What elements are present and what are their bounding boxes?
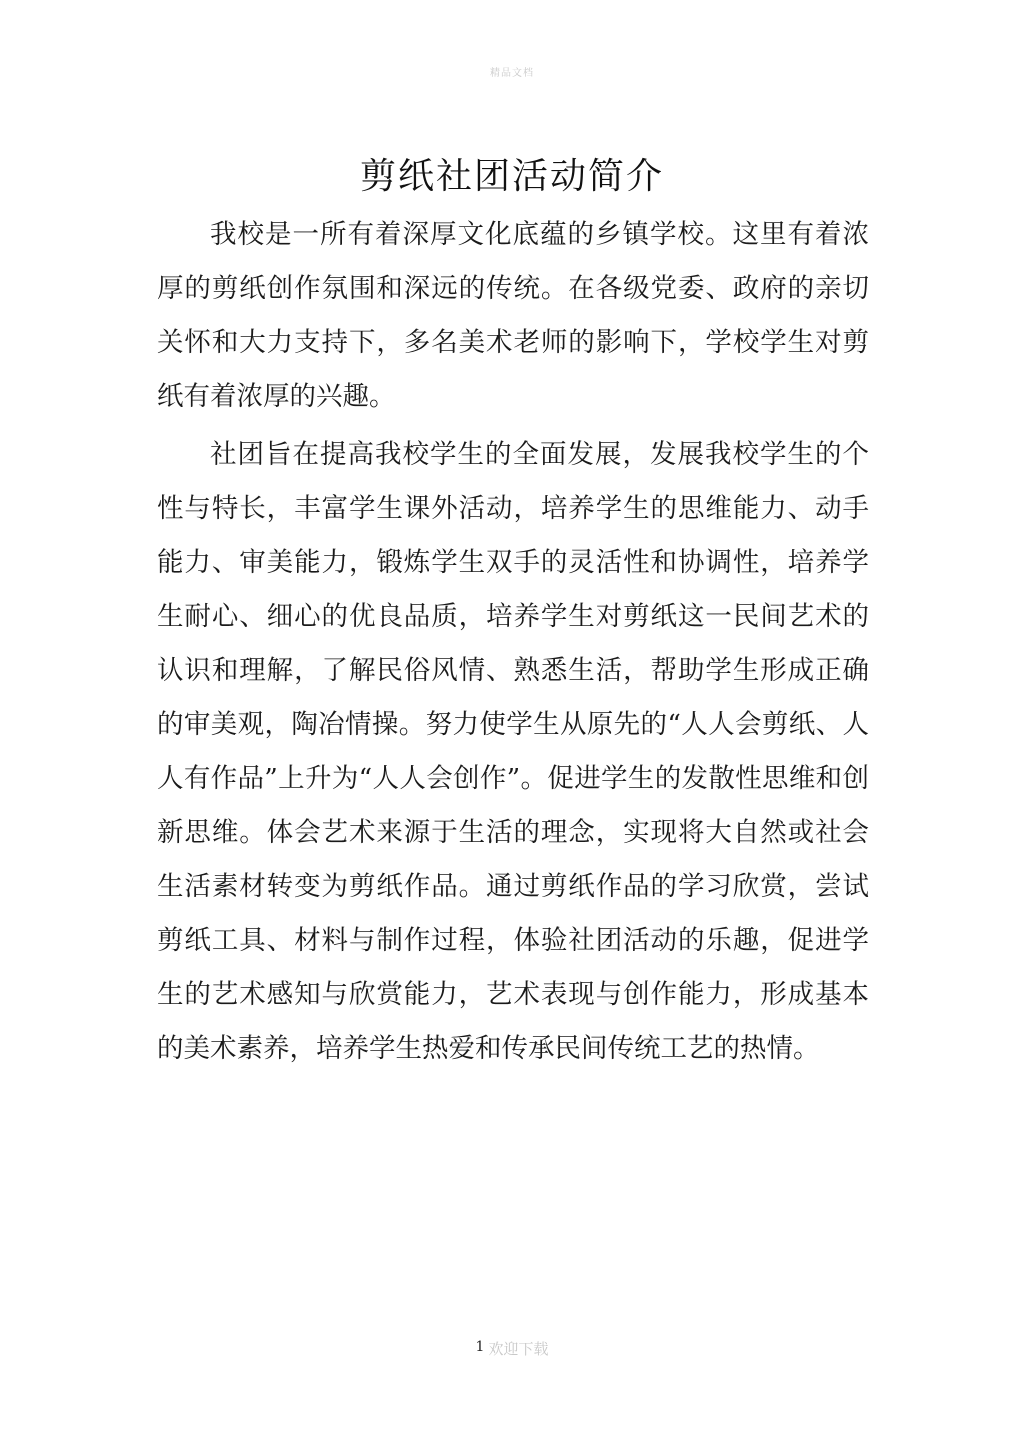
page-footer: [0, 1338, 1024, 1359]
paragraph-goals: 社团旨在提高我校学生的全面发展，发展我校学生的个性与特长，丰富学生课外活动，培养学生的思维能力、动手能力、审美能力，锻炼学生双手的灵活性和协调性，培养学生耐心、细心的优良品质，培养学生对剪纸这一民间艺术的认识和理解，了解民俗风情、熟悉生活，帮助学生形成正确的审美观，陶冶情操。努力使学生从原先的“人人会剪纸、人人有作品”上升为“人人会创作”。促进学生的发散性思维和创新思维。体会艺术来源于生活的理念，实现将大自然或社会生活素材转变为剪纸作品。通过剪纸作品的学习欣赏，尝试剪纸工具、材料与制作过程，体验社团活动的乐趣，促进学生的艺术感知与欣赏能力，艺术表现与创作能力，形成基本的美术素养，培养学生热爱和传承民间传统工艺的热情。: [157, 439, 869, 1064]
footer-note: 欢迎下载: [488, 1340, 549, 1358]
document-body: [157, 208, 869, 1080]
page-title: 剪纸社团活动简介: [359, 156, 664, 197]
paragraph-intro: 我校是一所有着深厚文化底蕴的乡镇学校。这里有着浓厚的剪纸创作氛围和深远的传统。在各级党委、政府的亲切关怀和大力支持下，多名美术老师的影响下，学校学生对剪纸有着浓厚的兴趣。: [157, 219, 869, 412]
page-number: 1: [475, 1339, 485, 1355]
header-watermark: 精品文档: [490, 68, 534, 79]
